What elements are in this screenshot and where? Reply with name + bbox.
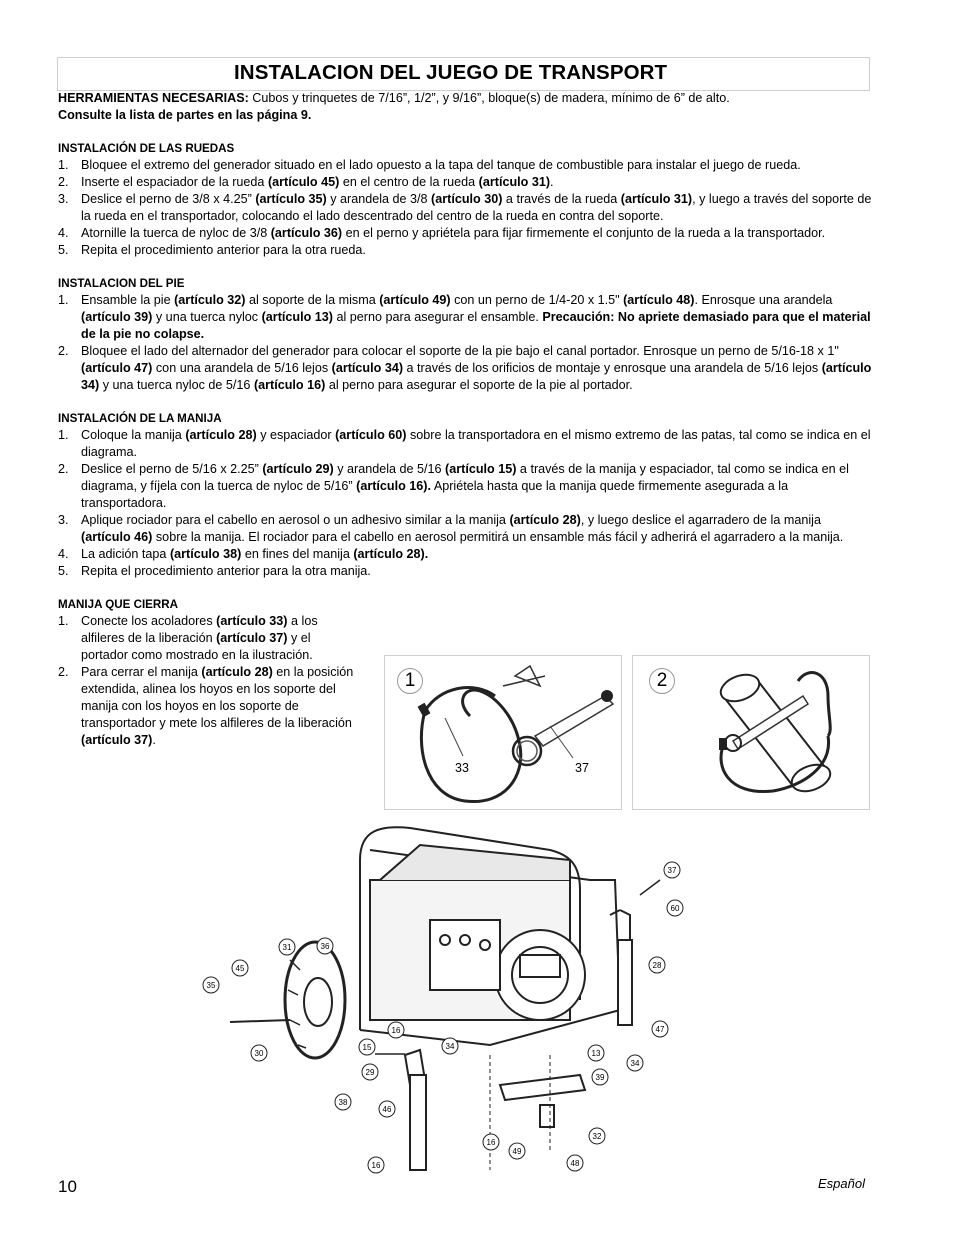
callout-label: 16 <box>391 1026 401 1035</box>
list-text: Repita el procedimiento anterior para la otra rueda. <box>81 243 366 257</box>
callout-label: 13 <box>591 1049 601 1058</box>
heading-ruedas: INSTALACIÓN DE LAS RUEDAS <box>58 142 235 155</box>
list-number: 1. <box>58 614 69 628</box>
heading-manija: INSTALACIÓN DE LA MANIJA <box>58 412 222 425</box>
list-item <box>58 242 872 259</box>
tools-label: HERRAMIENTAS NECESARIAS: <box>58 91 249 105</box>
list-manija <box>58 427 872 580</box>
callout-label: 49 <box>512 1147 522 1156</box>
figure-2-step: 2 <box>649 668 675 694</box>
list-text: Ensamble la pie (artículo 32) al soporte de la misma (artículo 49) con un perno de 1/4-20 x 1.5" (artículo 48). Enrosque una arandela (artículo 39) y una tuerca nyloc (artículo 13) al perno para asegurar el ensamble. Precaución: No apriete demasiado para que el material de la pie no colapse. <box>81 293 871 341</box>
figure-1-step: 1 <box>397 668 423 694</box>
page-title: INSTALACION DEL JUEGO DE TRANSPORT <box>234 61 668 84</box>
list-number: 2. <box>58 665 69 679</box>
lanyard-tube-illustration <box>633 656 869 809</box>
list-number: 4. <box>58 226 69 240</box>
callout-label: 16 <box>371 1161 381 1170</box>
language-label: Español <box>818 1176 865 1191</box>
tools-text: Cubos y trinquetes de 7/16”, 1/2”, y 9/16”, bloque(s) de madera, mínimo de 6” de alto. <box>248 91 730 105</box>
list-text: Deslice el perno de 3/8 x 4.25” (artículo 35) y arandela de 3/8 (artículo 30) a través de la rueda (artículo 31), y luego a través del soporte de la rueda en el transportador, colocando el lado descentrado del centro de la rueda en contra del soporte. <box>81 192 872 223</box>
list-item <box>58 292 872 343</box>
list-item <box>58 664 358 749</box>
callout-37: 37 <box>575 761 589 775</box>
callout-label: 31 <box>282 943 292 952</box>
list-text: Aplique rociador para el cabello en aerosol o un adhesivo similar a la manija (artículo 28), y luego deslice el agarradero de la manija (artículo 46) sobre la manija. El rociador para el cabello en aerosol permitirá un ensamble más fácil y adherirá el agarradero a la manija. <box>81 513 844 544</box>
figure-1 <box>384 655 622 810</box>
list-item <box>58 157 872 174</box>
list-item <box>58 343 872 394</box>
exploded-assembly-diagram <box>190 820 710 1175</box>
page-number: 10 <box>58 1177 77 1196</box>
list-pie <box>58 292 872 394</box>
callout-label: 29 <box>365 1068 375 1077</box>
callout-label: 39 <box>595 1073 605 1082</box>
list-number: 3. <box>58 192 69 206</box>
list-text: Bloquee el lado del alternador del generador para colocar el soporte de la pie bajo el canal portador. Enrosque un perno de 5/16-18 x 1" (artículo 47) con una arandela de 5/16 lejos (artículo 34) a través de los orificios de montaje y enrosque una arandela de 5/16 lejos (artículo 34) y una tuerca nyloc de 5/16 (artículo 16) al perno para asegurar el soporte de la pie al portador. <box>81 344 872 392</box>
callout-label: 34 <box>445 1042 455 1051</box>
list-number: 2. <box>58 344 69 358</box>
list-number: 2. <box>58 175 69 189</box>
list-item <box>58 225 872 242</box>
list-item <box>58 613 358 664</box>
list-item <box>58 512 872 546</box>
list-text: Repita el procedimiento anterior para la otra manija. <box>81 564 371 578</box>
heading-cierra: MANIJA QUE CIERRA <box>58 598 179 611</box>
callout-label: 34 <box>630 1059 640 1068</box>
list-text: Conecte los acoladores (artículo 33) a los alfileres de la liberación (artículo 37) y el portador como mostrado en la ilustración. <box>81 614 318 662</box>
list-text: Coloque la manija (artículo 28) y espaciador (artículo 60) sobre la transportadora en el mismo extremo de las patas, tal como se indica en el diagrama. <box>81 428 871 459</box>
list-number: 5. <box>58 243 69 257</box>
callout-label: 45 <box>235 964 245 973</box>
list-item <box>58 461 872 512</box>
parts-ref <box>58 107 872 124</box>
callout-label: 16 <box>486 1138 496 1147</box>
callout-label: 48 <box>570 1159 580 1168</box>
list-number: 1. <box>58 293 69 307</box>
list-number: 1. <box>58 428 69 442</box>
list-ruedas <box>58 157 872 259</box>
callout-label: 37 <box>667 866 677 875</box>
list-number: 1. <box>58 158 69 172</box>
cierra-section <box>58 596 358 749</box>
list-item <box>58 546 872 563</box>
callout-label: 36 <box>320 942 330 951</box>
list-text: La adición tapa (artículo 38) en fines del manija (artículo 28). <box>81 547 429 561</box>
list-text: Inserte el espaciador de la rueda (artículo 45) en el centro de la rueda (artículo 31). <box>81 175 554 189</box>
list-text: Deslice el perno de 5/16 x 2.25” (artículo 29) y arandela de 5/16 (artículo 15) a través de la manija y espaciador, tal como se indica en el diagrama, y fíjela con la tuerca de nyloc de 5/16” (artículo 16). Apriétela hasta que la manija quede firmemente asegurada a la transportadora. <box>81 462 849 510</box>
callout-label: 35 <box>206 981 216 990</box>
lanyard-pin-illustration <box>385 656 621 809</box>
callout-33: 33 <box>455 761 469 775</box>
parts-ref-text: Consulte la lista de partes en las página 9. <box>58 108 312 122</box>
callout-label: 15 <box>362 1043 372 1052</box>
list-item <box>58 174 872 191</box>
tools-line <box>58 90 872 107</box>
callout-label: 47 <box>655 1025 665 1034</box>
title-box <box>57 57 870 91</box>
list-text: Bloquee el extremo del generador situado en el lado opuesto a la tapa del tanque de combustible para instalar el juego de rueda. <box>81 158 801 172</box>
callout-label: 30 <box>254 1049 264 1058</box>
list-number: 2. <box>58 462 69 476</box>
callout-label: 60 <box>670 904 680 913</box>
list-number: 3. <box>58 513 69 527</box>
list-item <box>58 191 872 225</box>
heading-pie: INSTALACION DEL PIE <box>58 277 185 290</box>
callout-label: 46 <box>382 1105 392 1114</box>
list-number: 5. <box>58 564 69 578</box>
list-item <box>58 563 872 580</box>
instructions <box>58 90 872 749</box>
list-cierra <box>58 613 358 749</box>
callout-label: 28 <box>652 961 662 970</box>
list-item <box>58 427 872 461</box>
figure-2 <box>632 655 870 810</box>
list-text: Para cerrar el manija (artículo 28) en la posición extendida, alinea los hoyos en los soporte del manija con los hoyos en los soporte de transportador y mete los alfileres de la liberación (artículo 37). <box>81 665 354 747</box>
list-text: Atornille la tuerca de nyloc de 3/8 (artículo 36) en el perno y apriétela para fijar firmemente el conjunto de la rueda a la transportador. <box>81 226 826 240</box>
list-number: 4. <box>58 547 69 561</box>
callout-label: 38 <box>338 1098 348 1107</box>
callout-label: 32 <box>592 1132 602 1141</box>
